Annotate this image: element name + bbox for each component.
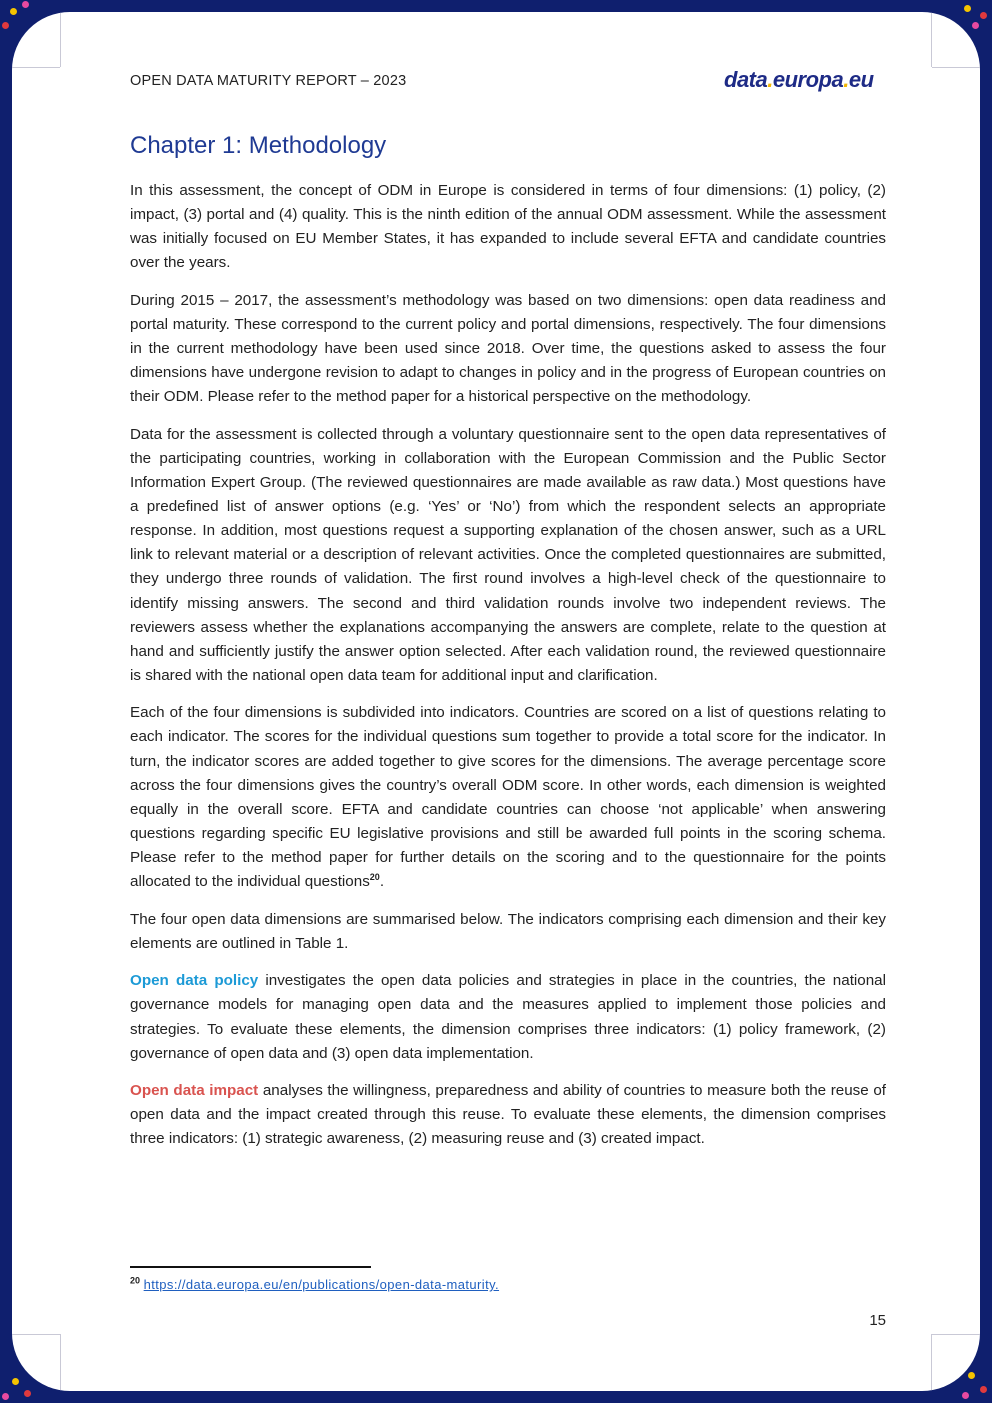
corner-guide-bottom-right-v <box>931 1334 932 1391</box>
open-data-impact-keyword: Open data impact <box>130 1082 259 1100</box>
document-page <box>12 12 980 1391</box>
corner-guide-top-left-h <box>12 67 60 68</box>
footnote <box>130 1277 499 1292</box>
corner-guide-top-right-h <box>932 67 980 68</box>
corner-dot-red-tl <box>2 22 9 29</box>
corner-dot-yellow-tl <box>10 8 17 15</box>
paragraph-7-text: analyses the willingness, preparedness and ability of countries to measure both the reuse of open data and the impact created through this reuse. To evaluate these elements, the dimension comprises three indicators: (1) strategic awareness, (2) measuring reuse and (3) created impact. <box>130 1082 886 1148</box>
corner-dot-red-br <box>980 1386 987 1393</box>
corner-guide-top-left-v <box>60 12 61 67</box>
footnote-number: 20 <box>130 1275 141 1286</box>
corner-dot-yellow-br <box>968 1372 975 1379</box>
report-title: OPEN DATA MATURITY REPORT – 2023 <box>130 73 407 89</box>
paragraph-7 <box>130 1079 886 1151</box>
footnote-reference[interactable]: 20 <box>369 871 380 882</box>
logo-dot-1: . <box>767 67 773 92</box>
chapter-title: Chapter 1: Methodology <box>130 132 387 159</box>
corner-guide-bottom-left-v <box>60 1334 61 1391</box>
paragraph-4-end: . <box>379 873 385 891</box>
corner-dot-yellow-tr <box>964 5 971 12</box>
paragraph-6 <box>130 969 886 1065</box>
corner-guide-top-right-v <box>931 12 932 67</box>
corner-dot-pink-tr <box>972 22 979 29</box>
paragraph-3: Data for the assessment is collected through a voluntary questionnaire sent to the open data representatives of the participating countries, working in collaboration with the European Commission and the Public Sector Information Expert Group. (The reviewed questionnaires are made available as raw data.) Most questions have a predefined list of answer options (e.g. ‘Yes’ or ‘No’) from which the respondent selects an appropriate response. In addition, most questions request a supporting explanation of the chosen answer, such as a URL link to relevant material or a description of relevant activities. Once the completed questionnaires are submitted, they undergo three rounds of validation. The first round involves a high-level check of the questionnaire to identify missing answers. The second and third validation rounds involve two independent reviews. The reviewers assess whether the explanations accompanying the answers are complete, relate to the question at hand and sufficiently justify the answer option selected. After each validation round, the reviewed questionnaire is shared with the national open data team for additional input and clarification. <box>130 425 886 684</box>
corner-dot-pink-tl <box>22 1 29 8</box>
data-europa-logo <box>724 67 874 93</box>
paragraph-6-text: investigates the open data policies and strategies in place in the countries, the national governance models for managing open data and the measures applied to implement those policies and strategies. To evaluate these elements, the dimension comprises three indicators: (1) policy framework, (2) governance of open data and (3) open data implementation. <box>130 972 886 1062</box>
corner-dot-red-bl <box>24 1390 31 1397</box>
open-data-policy-keyword: Open data policy <box>130 972 259 990</box>
paragraph-5: The four open data dimensions are summarised below. The indicators comprising each dimension and their key elements are outlined in Table 1. <box>130 910 886 952</box>
footnote-divider <box>130 1266 371 1268</box>
paragraph-1: In this assessment, the concept of ODM in Europe is considered in terms of four dimensions: (1) policy, (2) impact, (3) portal and (4) quality. This is the ninth edition of the annual ODM assessment. While the assessment was initially focused on EU Member States, it has expanded to include several EFTA and candidate countries over the years. <box>130 182 886 272</box>
corner-dot-pink-bl <box>2 1393 9 1400</box>
paragraph-4 <box>130 701 886 894</box>
body-text <box>130 179 886 1165</box>
footnote-link[interactable]: https://data.europa.eu/en/publications/open-data-maturity. <box>143 1277 500 1292</box>
corner-guide-bottom-left-h <box>12 1334 60 1335</box>
logo-dot-2: . <box>843 67 849 92</box>
logo-suffix: eu <box>848 67 874 92</box>
corner-dot-yellow-bl <box>12 1378 19 1385</box>
corner-dot-red-tr <box>980 12 987 19</box>
page-number: 15 <box>869 1312 886 1329</box>
logo-prefix: data <box>724 67 768 92</box>
paragraph-4-text: Each of the four dimensions is subdivided into indicators. Countries are scored on a list of questions relating to each indicator. The scores for the individual questions sum together to provide a total score for the indicator. In turn, the indicator scores are added together to give scores for the dimensions. The average percentage score across the four dimensions gives the country’s overall ODM score. In other words, each dimension is weighted equally in the overall score. EFTA and candidate countries can choose ‘not applicable’ when answering questions regarding specific EU legislative provisions and still be awarded full points in the scoring schema. Please refer to the method paper for further details on the scoring and to the questionnaire for the points allocated to the individual questions <box>130 704 886 891</box>
corner-dot-pink-br <box>962 1392 969 1399</box>
corner-guide-bottom-right-h <box>932 1334 980 1335</box>
paragraph-2: During 2015 – 2017, the assessment’s methodology was based on two dimensions: open data readiness and portal maturity. These correspond to the current policy and portal dimensions, respectively. The four dimensions in the current methodology have been used since 2018. Over time, the questions asked to assess the four dimensions have undergone revision to adapt to changes in policy and in the progress of European countries on their ODM. Please refer to the method paper for a historical perspective on the methodology. <box>130 291 886 406</box>
logo-middle: europa <box>772 67 844 92</box>
